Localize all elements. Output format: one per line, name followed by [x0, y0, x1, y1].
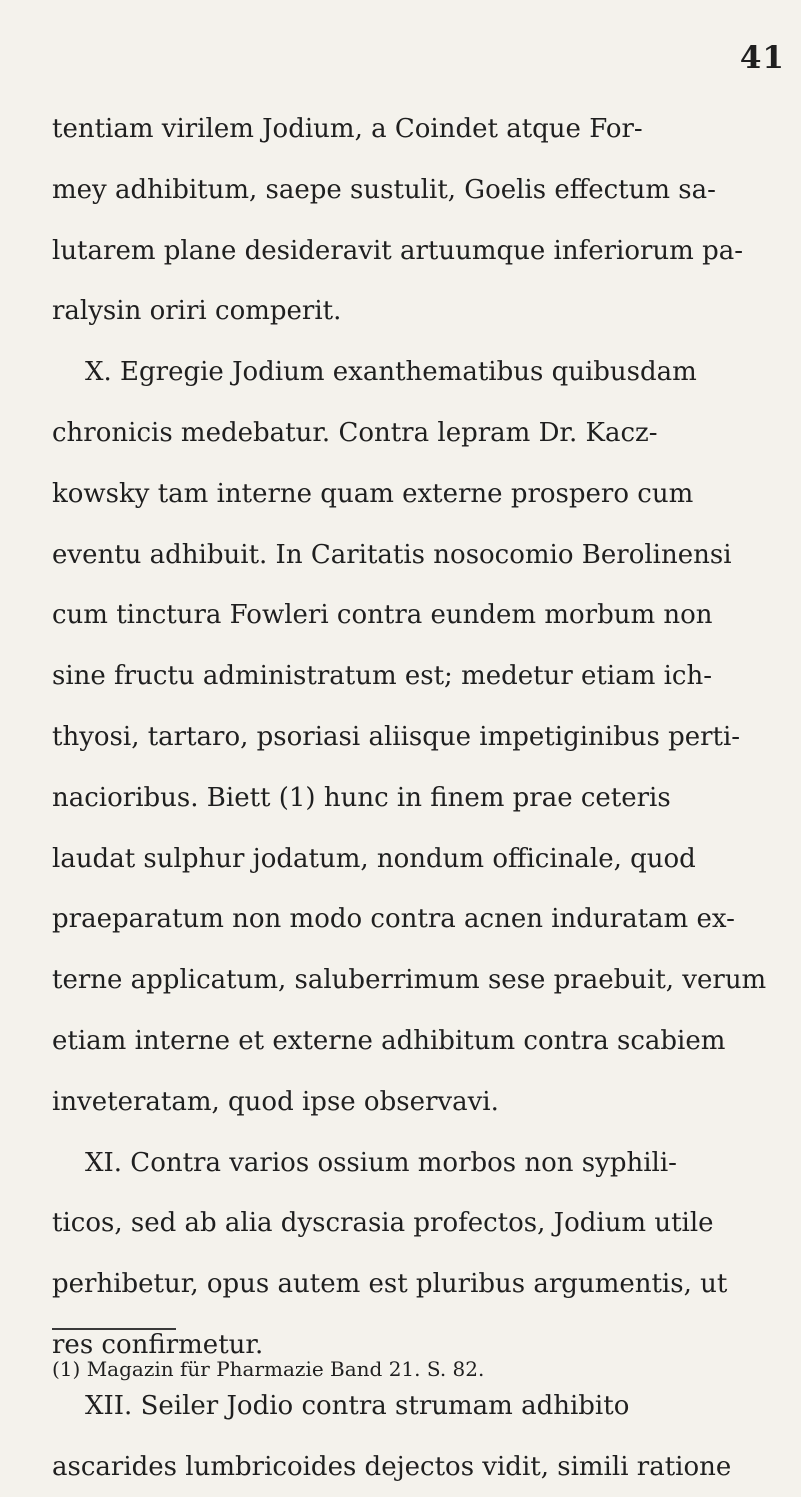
footnote: (1) Magazin für Pharmazie Band 21. S. 82.	[52, 1357, 485, 1381]
text-line: nacioribus. Biett (1) hunc in finem prae ceteris	[52, 782, 671, 813]
text-line: kowsky tam interne quam externe prospero cum	[52, 478, 694, 509]
paragraph-start-line: XII. Seiler Jodio contra strumam adhibito	[85, 1390, 630, 1421]
text-line: thyosi, tartaro, psoriasi aliisque impetiginibus perti-	[52, 721, 741, 752]
text-line: cum tinctura Fowleri contra eundem morbum non	[52, 600, 713, 631]
text-line: praeparatum non modo contra acnen induratam ex-	[52, 904, 735, 935]
text-line: ascarides lumbricoides dejectos vidit, simili ratione	[52, 1451, 732, 1482]
text-line: res confirmetur.	[52, 1329, 264, 1360]
text-line: tentiam virilem Jodium, a Coindet atque For-	[52, 114, 643, 144]
body-text	[52, 99, 772, 1497]
text-line: etiam interne et externe adhibitum contra scabiem	[52, 1025, 726, 1056]
page-number: 41	[739, 40, 785, 76]
text-line: ralysin oriri comperit.	[52, 296, 342, 327]
footnote-divider	[52, 1328, 176, 1330]
text-line: mey adhibitum, saepe sustulit, Goelis effectum sa-	[52, 174, 716, 205]
paragraph-start-line: X. Egregie Jodium exanthematibus quibusdam	[85, 357, 697, 388]
paragraph-start-line: XI. Contra varios ossium morbos non syphili-	[85, 1147, 677, 1178]
text-line: eventu adhibuit. In Caritatis nosocomio Berolinensi	[52, 539, 732, 570]
text-line: inveteratam, quod ipse observavi.	[52, 1086, 499, 1117]
text-line: lutarem plane desideravit artuumque inferiorum pa-	[52, 235, 744, 266]
text-line: laudat sulphur jodatum, nondum officinale, quod	[52, 843, 696, 874]
text-line: perhibetur, opus autem est pluribus argumentis, ut	[52, 1269, 728, 1300]
text-line: ticos, sed ab alia dyscrasia profectos, Jodium utile	[52, 1208, 714, 1239]
text-line: sine fructu administratum est; medetur etiam ich-	[52, 661, 713, 692]
text-line: terne applicatum, saluberrimum sese praebuit, verum	[52, 965, 767, 996]
text-line: chronicis medebatur. Contra lepram Dr. Kacz-	[52, 417, 658, 448]
